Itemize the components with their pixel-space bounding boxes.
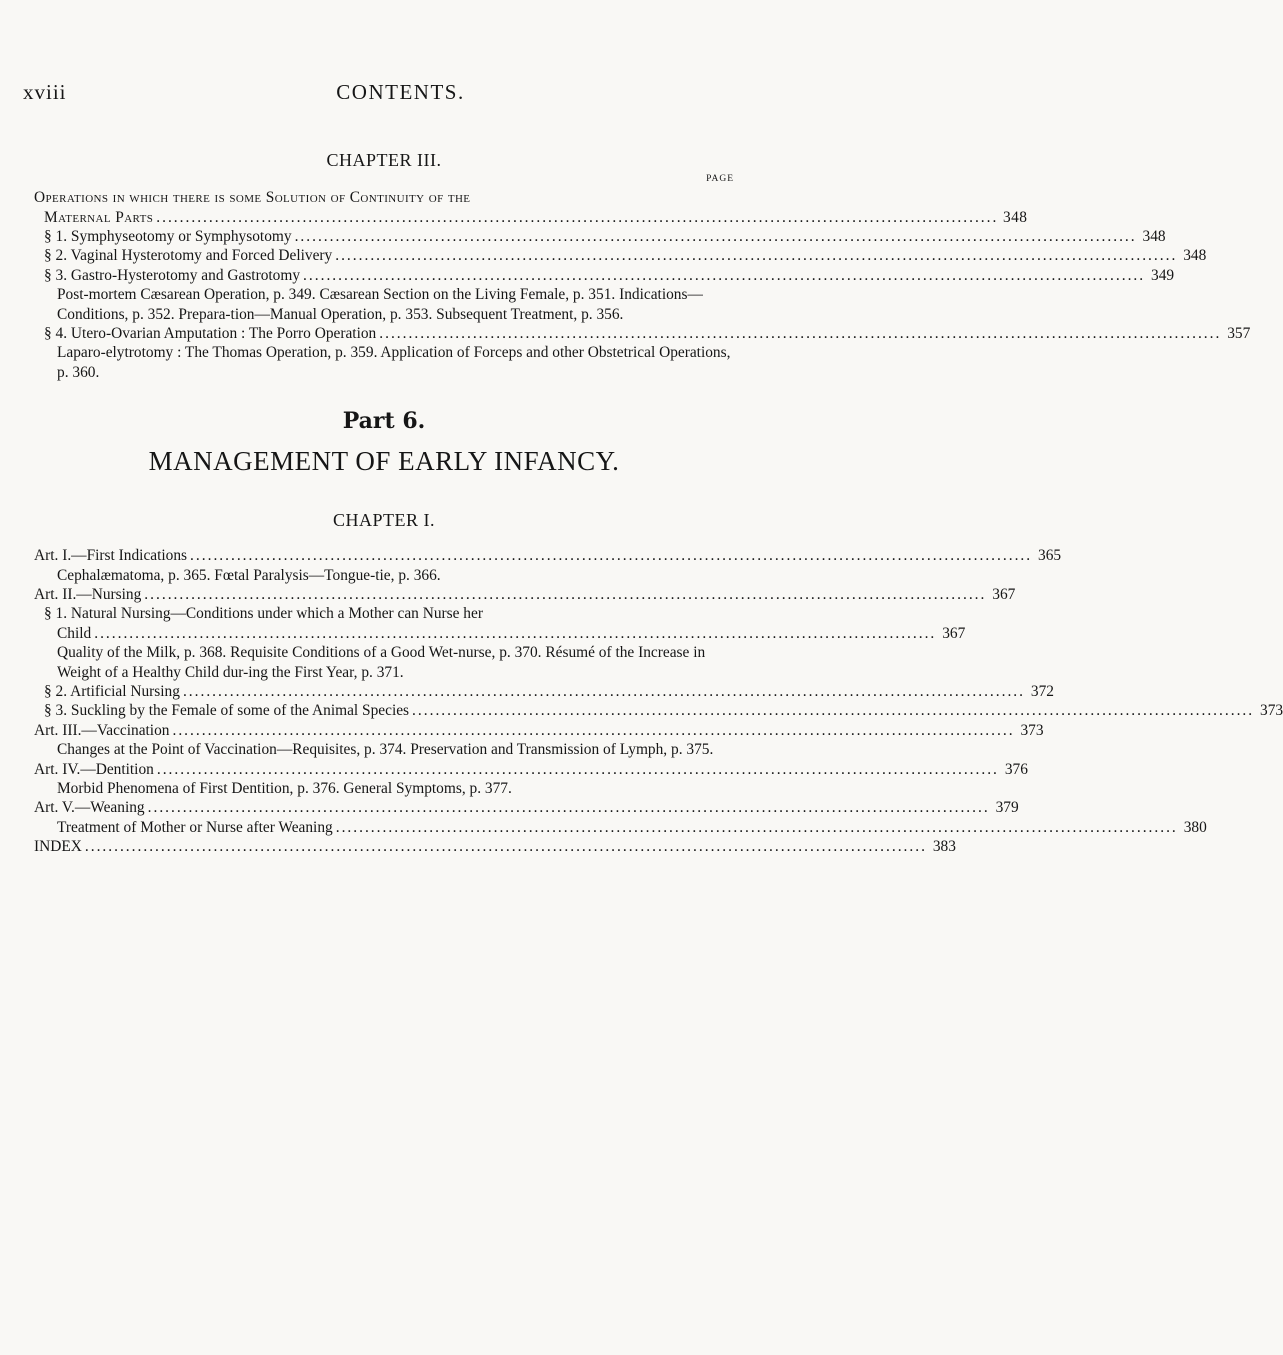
toc-entry-page: 372	[1030, 683, 1054, 700]
toc-entry-page: 380	[1183, 818, 1207, 836]
toc-entry-index	[34, 837, 956, 856]
toc-entry-page: 379	[995, 799, 1019, 817]
dot-leader: ................................................................................................................................................	[182, 683, 1025, 700]
dot-leader: ................................................................................................................................................	[147, 799, 990, 817]
toc-entry	[34, 624, 966, 643]
toc-entry	[34, 682, 1054, 701]
toc-entry-page: 383	[932, 838, 956, 856]
toc-entry-page: 376	[1004, 760, 1028, 778]
toc-entry	[34, 246, 1207, 265]
page-header	[0, 80, 801, 110]
page-folio: xviii	[23, 80, 67, 104]
toc-entry-text: § 2. Vaginal Hysterotomy and Forced Delivery	[44, 247, 333, 265]
part-label: Part 6.	[342, 408, 426, 435]
dot-leader: ................................................................................................................................................	[379, 324, 1222, 342]
toc-entry	[34, 818, 1207, 837]
dot-leader: ................................................................................................................................................	[190, 547, 1033, 565]
dot-leader: ................................................................................................................................................	[156, 208, 999, 226]
running-title: CONTENTS.	[336, 80, 465, 104]
toc-entry-page: 348	[1183, 247, 1207, 265]
toc-entry	[34, 266, 1175, 285]
toc-entry-text: Maternal Parts	[44, 208, 154, 226]
toc-entry	[34, 760, 1028, 779]
toc-entry-page: 367	[992, 585, 1016, 603]
toc-description: Laparo-elytrotomy : The Thomas Operation, p. 359. Application of Forceps and other Obstetrical Operations, p. 360.	[57, 344, 731, 381]
dot-leader: ................................................................................................................................................	[172, 721, 1015, 739]
toc-description: Quality of the Milk, p. 368. Requisite Conditions of a Good Wet-nurse, p. 370. Résumé of the Increase in Weight of a Healthy Child dur-ing the First Year, p. 371.	[57, 644, 706, 681]
toc-description: Post-mortem Cæsarean Operation, p. 349. Cæsarean Section on the Living Female, p. 351. Indications—Conditions, p. 352. Prepara-tion—Manual Operation, p. 353. Subsequent Treatment, p. 356.	[57, 286, 703, 323]
toc-entry-text: § 1. Symphyseotomy or Symphysotomy	[44, 227, 292, 245]
toc-entry-page: 348	[1142, 227, 1166, 245]
dot-leader: ................................................................................................................................................	[156, 760, 999, 778]
chapter-1-heading: CHAPTER I.	[332, 510, 435, 531]
toc-entry	[34, 701, 1283, 720]
toc-entry-text: § 4. Utero-Ovarian Amputation : The Porro Operation	[44, 324, 377, 342]
toc-entry-page: 349	[1151, 266, 1175, 284]
toc-entry-text: INDEX	[34, 838, 82, 856]
toc-entry	[34, 227, 1166, 246]
toc-entry-text: Art. III.—Vaccination	[34, 721, 170, 739]
toc-entry-text: § 1. Natural Nursing—Conditions under which a Mother can Nurse her	[44, 605, 483, 623]
toc-entry	[34, 324, 1251, 343]
toc-entry-text: § 3. Gastro-Hysterotomy and Gastrotomy	[44, 266, 301, 284]
toc-entry-text: § 2. Artificial Nursing	[44, 683, 180, 700]
toc-entry-text: Child	[57, 624, 92, 642]
dot-leader: ................................................................................................................................................	[412, 702, 1255, 720]
toc-entry-text: Art. I.—First Indications	[34, 547, 188, 565]
toc-entry	[34, 208, 1028, 227]
toc-entry-text: Treatment of Mother or Nurse after Weaning	[57, 818, 333, 836]
toc-entry-page: 373	[1020, 721, 1044, 739]
chapter-3-heading: CHAPTER III.	[326, 150, 442, 170]
toc-description: Cephalæmatoma, p. 365. Fœtal Paralysis—Tongue-tie, p. 366.	[57, 566, 441, 584]
toc-entry-text: Art. V.—Weaning	[34, 799, 145, 817]
toc-entry-page: 367	[942, 624, 966, 642]
chapter-3-title: Operations in which there is some Solution of Continuity of the	[34, 189, 471, 206]
toc-entry-text: Art. IV.—Dentition	[34, 760, 154, 778]
toc-description: Morbid Phenomena of First Dentition, p. 376. General Symptoms, p. 377.	[57, 780, 512, 798]
part-title: MANAGEMENT OF EARLY INFANCY.	[148, 446, 620, 477]
toc-entry-page: 357	[1227, 324, 1251, 342]
toc-entry	[34, 585, 1016, 604]
toc-entry	[34, 721, 1044, 740]
page-column-label: PAGE	[706, 174, 734, 184]
dot-leader: ................................................................................................................................................	[294, 227, 1137, 245]
toc-entry-page: 373	[1260, 702, 1283, 720]
toc-description: Changes at the Point of Vaccination—Requisites, p. 374. Preservation and Transmission of Lymph, p. 375.	[57, 741, 714, 759]
dot-leader: ................................................................................................................................................	[84, 838, 927, 856]
dot-leader: ................................................................................................................................................	[335, 818, 1178, 836]
toc-entry-text: § 3. Suckling by the Female of some of the Animal Species	[44, 702, 410, 720]
toc-entry-page: 348	[1003, 208, 1028, 226]
toc-entry	[34, 798, 1019, 817]
contents-body	[34, 150, 1283, 857]
dot-leader: ................................................................................................................................................	[144, 585, 987, 603]
toc-entry-page: 365	[1038, 547, 1062, 565]
toc-entry	[34, 546, 1062, 565]
dot-leader: ................................................................................................................................................	[303, 266, 1146, 284]
toc-entry-text: Art. II.—Nursing	[34, 585, 142, 603]
dot-leader: ................................................................................................................................................	[94, 624, 937, 642]
dot-leader: ................................................................................................................................................	[335, 247, 1178, 265]
